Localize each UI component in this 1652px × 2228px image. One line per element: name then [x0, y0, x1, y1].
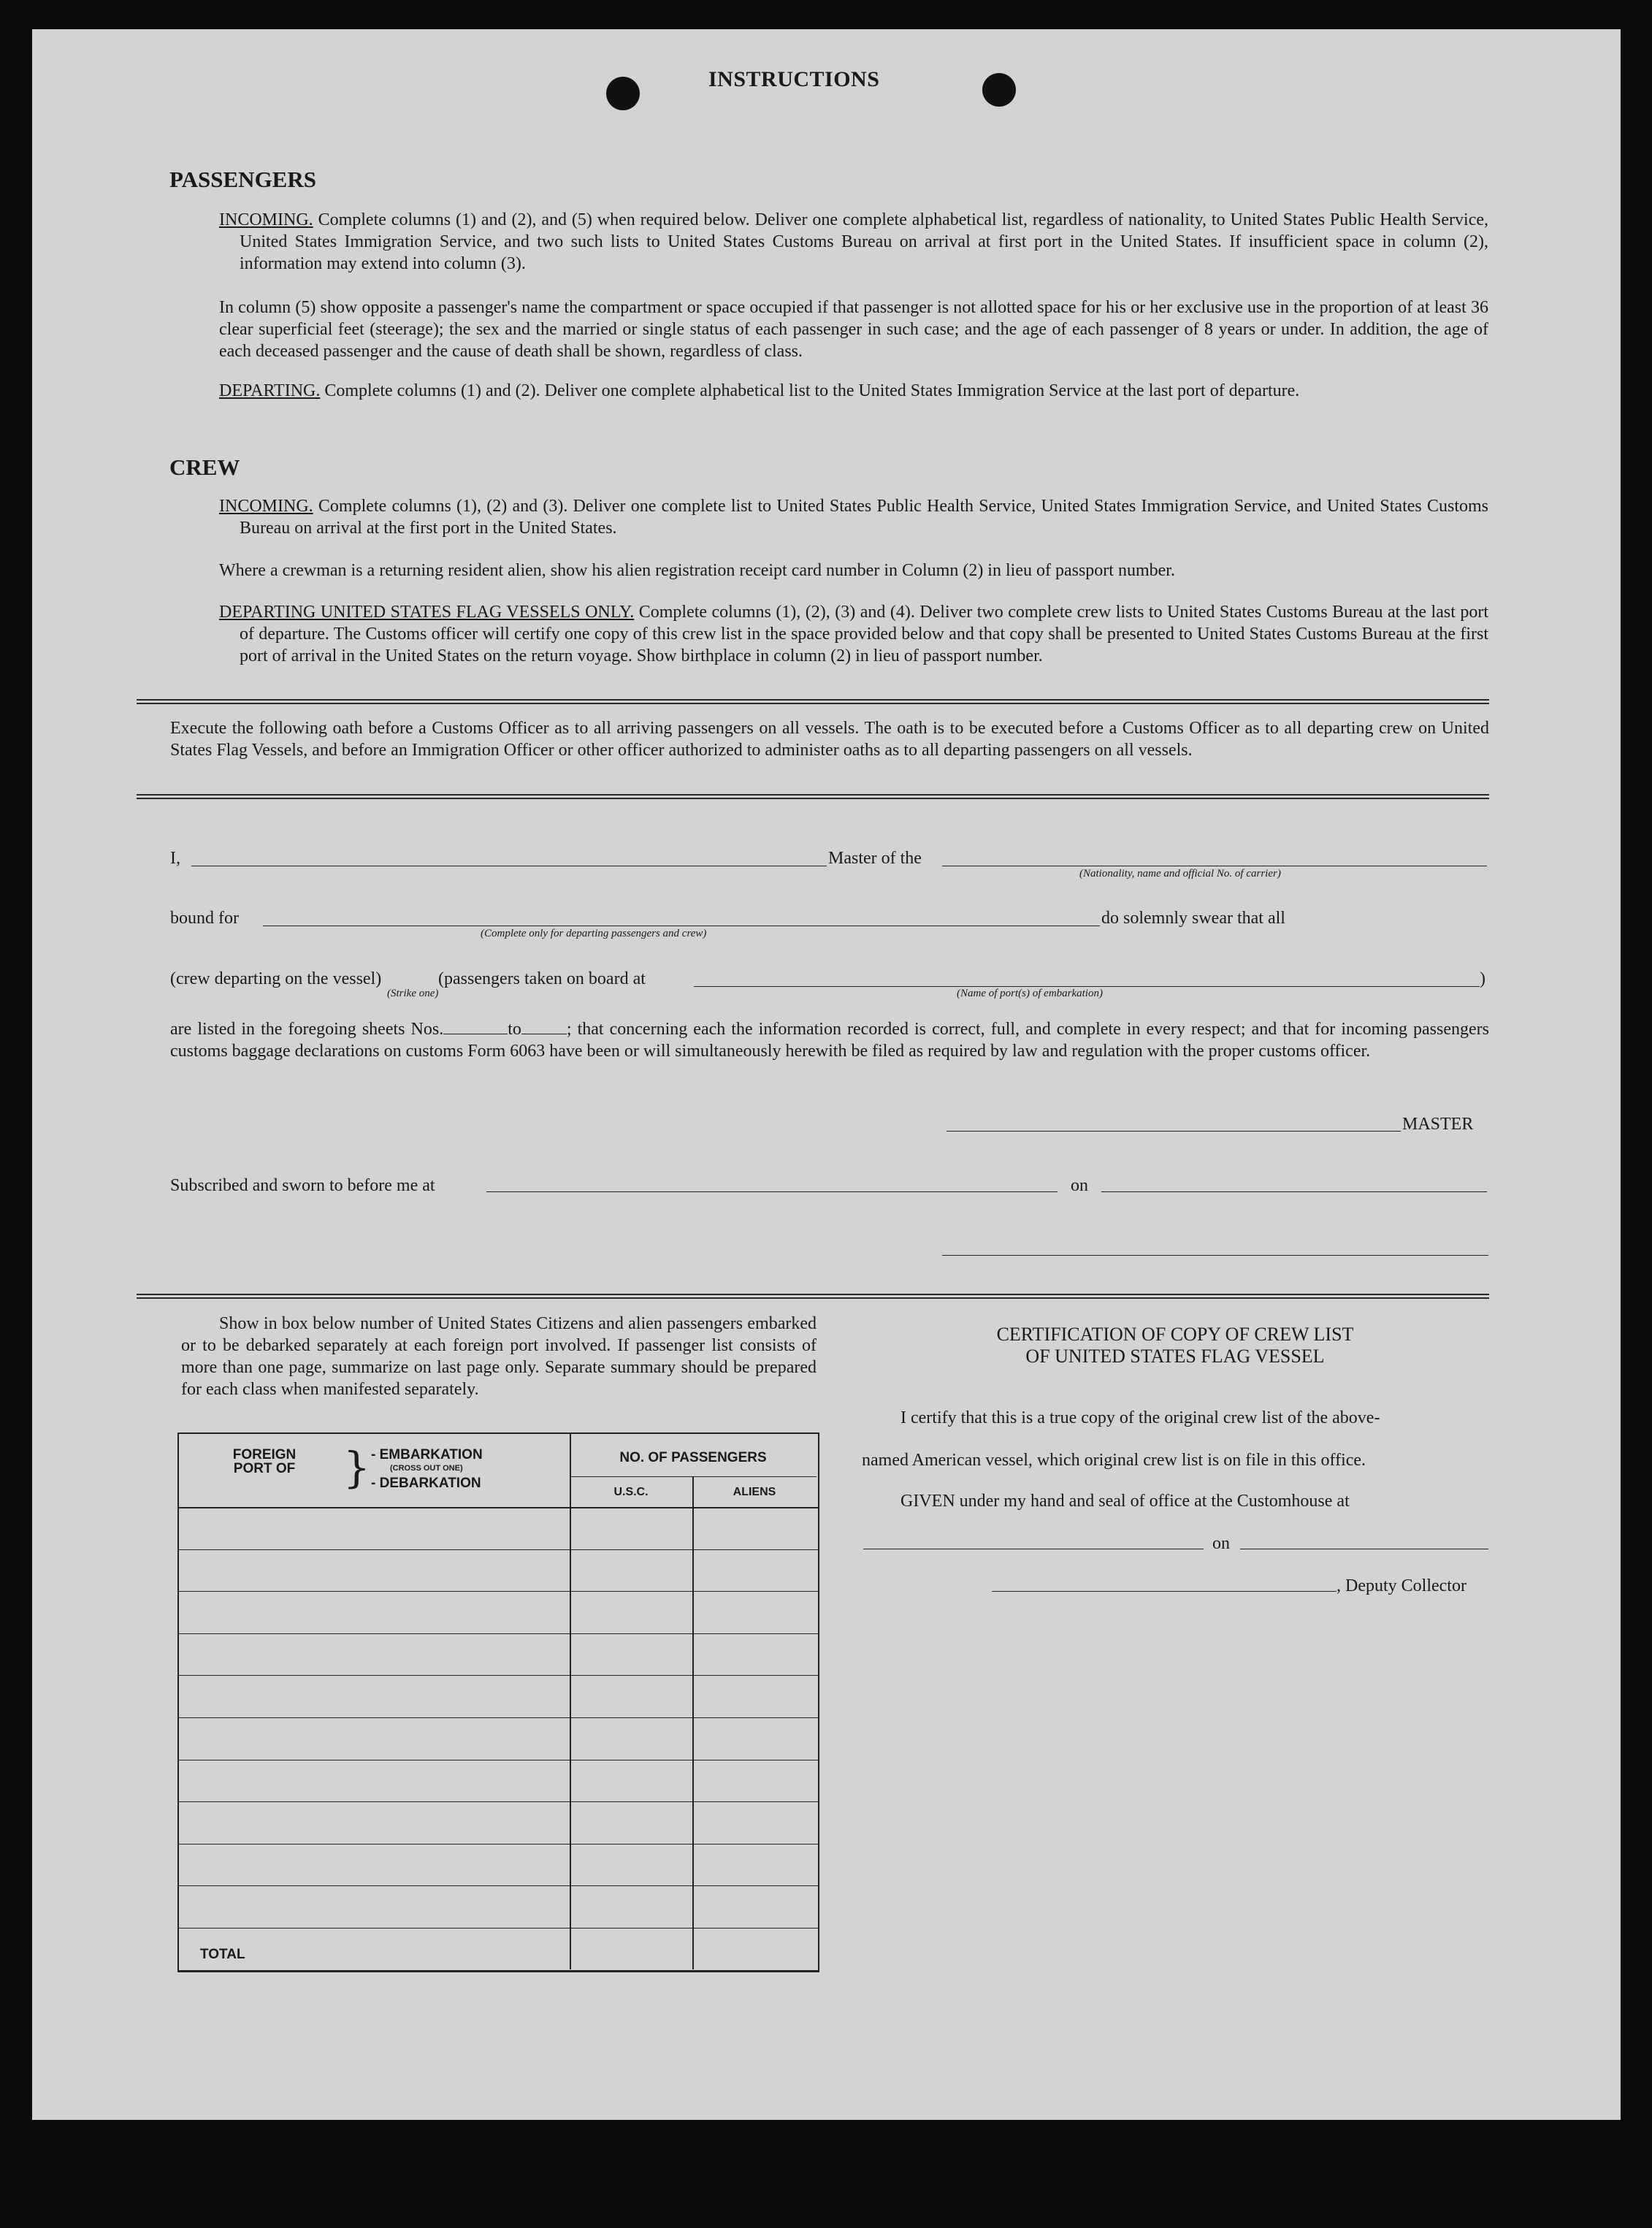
divider — [137, 794, 1489, 799]
header-sub-border — [570, 1476, 817, 1477]
crew-incoming-label: INCOMING. — [219, 497, 313, 516]
passenger-summary-table — [177, 1432, 819, 1972]
listed-a: are listed in the foregoing sheets Nos. — [170, 1020, 444, 1039]
table-row[interactable] — [179, 1801, 818, 1802]
master-label: MASTER — [1402, 1115, 1474, 1134]
col-usc: U.S.C. — [613, 1486, 649, 1498]
bound-for-label: bound for — [170, 909, 239, 928]
certification-line-2: named American vessel, which original crew list is on file in this office. — [862, 1451, 1366, 1470]
subscribed-label: Subscribed and sworn to before me at — [170, 1176, 435, 1195]
on-label: on — [1071, 1176, 1088, 1195]
col-divider — [570, 1434, 571, 1969]
table-row[interactable] — [179, 1549, 818, 1550]
crew-flag-label: DEPARTING UNITED STATES FLAG VESSELS ONLY. — [219, 603, 635, 622]
ports-caption: (Name of port(s) of embarkation) — [957, 988, 1103, 999]
punch-hole-left — [606, 77, 640, 110]
col-foreign-port: FOREIGN PORT OF — [232, 1447, 297, 1476]
crew-resident-alien: Where a crewman is a returning resident alien, show his alien registration receipt card number in Column (2) in lieu of passport number. — [219, 561, 1175, 580]
crew-incoming — [219, 495, 1488, 539]
deputy-signature-field[interactable] — [992, 1591, 1336, 1592]
certification-title-2: OF UNITED STATES FLAG VESSEL — [1025, 1346, 1325, 1367]
sheet-from-field[interactable] — [443, 1019, 508, 1034]
col-debarkation: - DEBARKATION — [371, 1476, 481, 1491]
subscribed-place-field[interactable] — [486, 1191, 1058, 1192]
table-row[interactable] — [179, 1885, 818, 1886]
passengers-departing-text: Complete columns (1) and (2). Deliver one complete alphabetical list to the United States Immigration Service at the last port of departure. — [324, 381, 1300, 400]
subscribed-date-field[interactable] — [1101, 1191, 1487, 1192]
oath-intro: Execute the following oath before a Customs Officer as to all arriving passengers on all vessels. The oath is to be executed before a Customs Officer as to all departing crew on United States Flag Vessels, and before an Immigration Officer or other officer authorized to administer oaths as to all departing passengers on all vessels. — [170, 719, 1489, 760]
table-row[interactable] — [179, 1970, 818, 1971]
passengers-column5: In column (5) show opposite a passenger's name the compartment or space occupied if that passenger is not allotted space for his or her exclusive use in the proportion of at least 36 clear superficial feet (steerage); the sex and the married or single status of each passenger in such case; and the age of each passenger of 8 years or under. In addition, the age of each deceased passenger and the cause of death shall be shown, regardless of class. — [219, 298, 1488, 361]
table-row[interactable] — [179, 1675, 818, 1676]
close-paren: ) — [1480, 969, 1485, 988]
passengers-departing-label: DEPARTING. — [219, 381, 321, 400]
table-header-border — [179, 1507, 818, 1508]
table-row[interactable] — [179, 1633, 818, 1634]
col-embarkation: - EMBARKATION — [371, 1447, 483, 1462]
listed-sheets-text — [170, 1018, 1489, 1062]
passengers-incoming-label: INCOMING. — [219, 210, 313, 229]
crew-heading: CREW — [169, 454, 240, 480]
passengers-taken-option: (passengers taken on board at — [438, 969, 646, 988]
brace-icon: } — [343, 1443, 370, 1492]
nationality-caption: (Nationality, name and official No. of carrier) — [1079, 868, 1281, 880]
certification-line-1: I certify that this is a true copy of the original crew list of the above- — [900, 1408, 1380, 1427]
strike-one-caption: (Strike one) — [387, 988, 439, 999]
oath-i-label: I, — [170, 849, 180, 868]
punch-hole-right — [982, 73, 1016, 107]
solemnly-swear-label: do solemnly swear that all — [1101, 909, 1285, 928]
total-label: TOTAL — [200, 1947, 245, 1962]
certification-title-1: CERTIFICATION OF COPY OF CREW LIST — [996, 1324, 1354, 1345]
crew-departing-option: (crew departing on the vessel) — [170, 969, 382, 988]
col-divider — [692, 1477, 694, 1969]
passengers-incoming-text: Complete columns (1) and (2), and (5) when required below. Deliver one complete alphabetical list, regardless of nationality, to United States Public Health Service, United States Immigration Service, and two such lists to United States Customs Bureau on arrival at first port in the United States. If insufficient space in column (2), information may extend into column (3). — [240, 210, 1489, 273]
officer-signature-field[interactable] — [942, 1255, 1488, 1256]
sheet-to-field[interactable] — [521, 1019, 567, 1034]
listed-b: ; that concerning each the information recorded is correct, full, and complete in every respect; and that for incoming passengers customs baggage declarations on customs Form 6063 have been or will simultaneously herewith be filed as required by law and regulation with the proper customs officer. — [170, 1020, 1489, 1061]
passengers-departing — [219, 380, 1488, 402]
crew-flag-text: Complete columns (1), (2), (3) and (4). Deliver two complete crew lists to United States Customs Bureau at the last port of departure. The Customs officer will certify one copy of this crew list in the space provided below and that copy shall be presented to United States Customs Bureau at the first port of arrival in the United States on the return voyage. Show birthplace in column (2) in lieu of passport number. — [240, 603, 1489, 665]
passengers-incoming — [219, 209, 1488, 275]
page-title: INSTRUCTIONS — [708, 67, 880, 91]
crew-incoming-text: Complete columns (1), (2) and (3). Deliver one complete list to United States Public Health Service, United States Immigration Service, and United States Customs Bureau on arrival at the first port in the United States. — [240, 497, 1489, 538]
crew-departing-flag — [219, 601, 1488, 667]
master-of-label: Master of the — [828, 849, 922, 868]
master-signature-field[interactable] — [947, 1131, 1401, 1132]
col-cross-out: (CROSS OUT ONE) — [390, 1464, 463, 1473]
ports-field[interactable] — [694, 986, 1480, 987]
certification-on-label: on — [1212, 1534, 1230, 1553]
listed-to: to — [508, 1020, 521, 1039]
deputy-collector-label: , Deputy Collector — [1336, 1576, 1466, 1595]
col-no-passengers: NO. OF PASSENGERS — [619, 1450, 767, 1465]
passengers-heading: PASSENGERS — [169, 167, 316, 192]
col-aliens: ALIENS — [733, 1486, 776, 1498]
complete-only-caption: (Complete only for departing passengers and crew) — [481, 928, 707, 939]
divider — [137, 1294, 1489, 1299]
table-row[interactable] — [179, 1717, 818, 1718]
summary-intro: Show in box below number of United States Citizens and alien passengers embarked or to be debarked separately at each foreign port involved. If passenger list consists of more than one page, summarize on last page only. Separate summary should be prepared for each class when manifested separately. — [181, 1314, 817, 1399]
divider — [137, 699, 1489, 704]
certification-line-3: GIVEN under my hand and seal of office at the Customhouse at — [900, 1492, 1350, 1511]
table-row[interactable] — [179, 1591, 818, 1592]
